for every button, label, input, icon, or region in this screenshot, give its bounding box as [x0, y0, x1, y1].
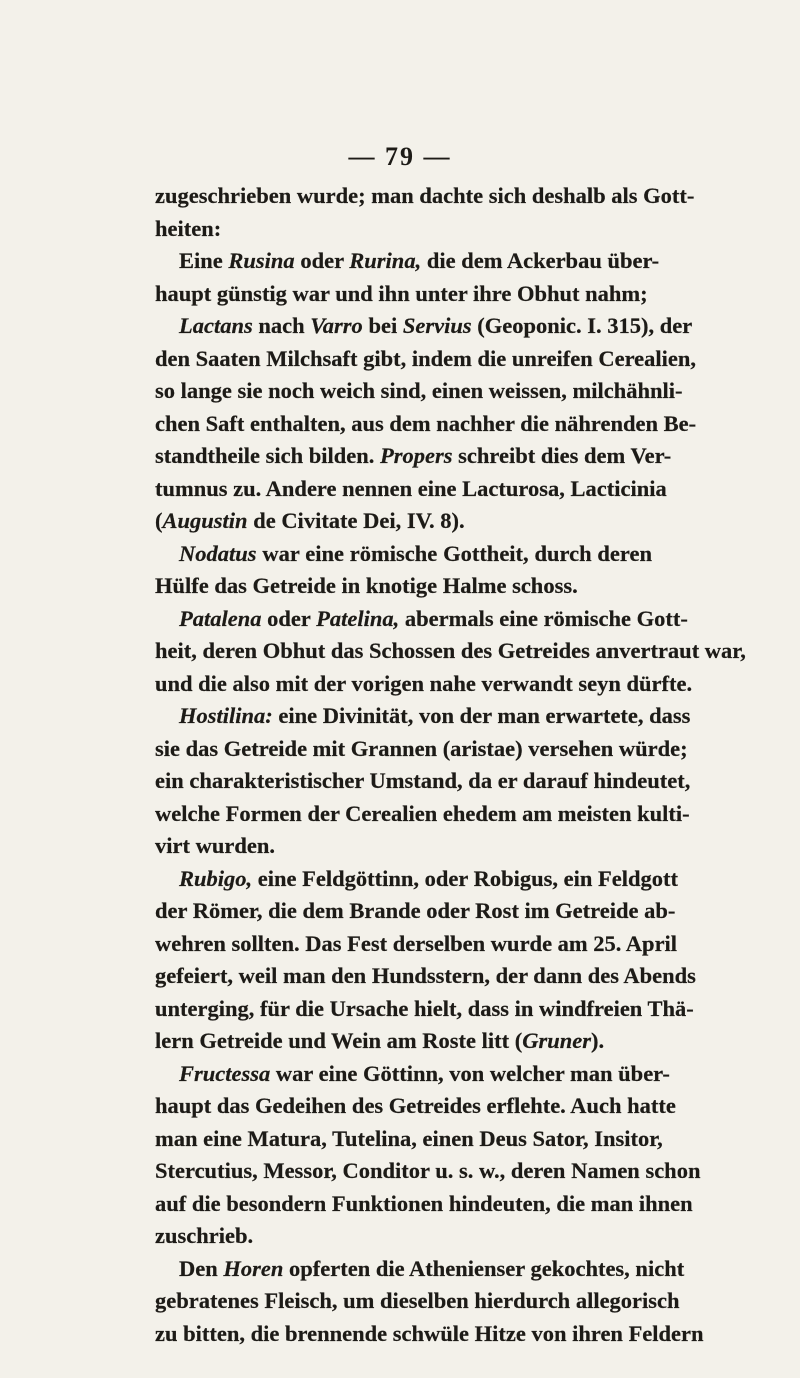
- text-run: schreibt dies dem Ver-: [452, 443, 672, 468]
- text-run: eine Divinität, von der man erwartete, dass: [272, 703, 691, 728]
- text-line: [155, 505, 652, 538]
- text-line: Hülfe das Getreide in knotige Halme schoss.: [155, 573, 578, 598]
- italic-name: Patelina,: [316, 605, 400, 631]
- italic-name: Servius: [402, 313, 472, 338]
- text-run: Den: [179, 1255, 224, 1281]
- text-run: war eine Göttinn, von welcher man über-: [270, 1060, 670, 1086]
- text-line: [155, 603, 688, 636]
- text-line: auf die besondern Funktionen hindeuten, die man ihnen: [155, 1190, 693, 1216]
- text-run: lern Getreide und Wein am Roste litt (: [155, 1028, 523, 1053]
- italic-name: Fructessa: [179, 1060, 271, 1086]
- text-run: Eine: [179, 248, 229, 273]
- text-line: tumnus zu. Andere nennen eine Lacturosa, Lacticinia: [155, 475, 667, 501]
- text-line: so lange sie noch weich sind, einen weissen, milchähnli-: [155, 378, 683, 403]
- text-run: war eine römische Gottheit, durch deren: [256, 540, 652, 566]
- page-number: — 79 —: [348, 142, 452, 171]
- text-line: und die also mit der vorigen nahe verwandt seyn dürfte.: [155, 670, 693, 696]
- text-line: [155, 310, 693, 343]
- text-line: haupt das Gedeihen des Getreides erflehte. Auch hatte: [155, 1093, 676, 1118]
- text-line: der Römer, die dem Brande oder Rost im Getreide ab-: [155, 898, 676, 923]
- text-run: die dem Ackerbau über-: [421, 248, 660, 273]
- text-line: man eine Matura, Tutelina, einen Deus Sator, Insitor,: [155, 1125, 663, 1151]
- text-run: ).: [591, 1028, 605, 1053]
- text-line: [155, 1058, 670, 1091]
- text-line: welche Formen der Cerealien ehedem am meisten kulti-: [155, 800, 690, 826]
- italic-name: Hostilina:: [179, 703, 273, 728]
- italic-name: Augustin: [162, 508, 248, 533]
- italic-name: Rurina,: [349, 248, 422, 273]
- text-line: [155, 1253, 685, 1286]
- text-line: [155, 863, 678, 896]
- text-line: virt wurden.: [155, 833, 275, 858]
- text-line: unterging, für die Ursache hielt, dass in windfreien Thä-: [155, 995, 694, 1021]
- italic-name: Lactans: [179, 313, 253, 338]
- text-line: ein charakteristischer Umstand, da er darauf hindeutet,: [155, 768, 691, 793]
- text-run: nach: [252, 313, 311, 338]
- italic-name: Horen: [223, 1255, 284, 1281]
- text-line: [155, 1025, 652, 1058]
- text-line: heit, deren Obhut das Schossen des Getreides anvertraut war,: [155, 638, 746, 663]
- text-line: [155, 700, 691, 733]
- italic-name: Rusina: [228, 248, 295, 273]
- text-line: den Saaten Milchsaft gibt, indem die unreifen Cerealien,: [155, 345, 697, 371]
- italic-name: Gruner: [522, 1028, 592, 1053]
- text-run: bei: [362, 313, 403, 338]
- italic-name: Nodatus: [179, 540, 257, 566]
- text-line: gebratenes Fleisch, um dieselben hierdurch allegorisch: [155, 1288, 680, 1313]
- italic-name: Patalena: [179, 605, 262, 631]
- text-line: [155, 440, 672, 473]
- text-line: chen Saft enthalten, aus dem nachher die nährenden Be-: [155, 410, 697, 436]
- text-run: oder: [261, 605, 317, 631]
- body-text: [155, 180, 746, 1350]
- text-line: zu bitten, die brennende schwüle Hitze von ihren Feldern: [155, 1320, 704, 1346]
- text-line: sie das Getreide mit Grannen (aristae) versehen würde;: [155, 735, 688, 761]
- text-line: heiten:: [155, 215, 222, 241]
- text-run: abermals eine römische Gott-: [399, 605, 688, 631]
- italic-name: Rubigo,: [179, 865, 253, 891]
- text-run: oder: [294, 248, 350, 273]
- text-line: [155, 538, 652, 571]
- text-run: de Civitate Dei, IV. 8).: [247, 508, 465, 533]
- text-run: (: [155, 508, 163, 533]
- text-run: (Geoponic. I. 315), der: [471, 313, 693, 338]
- text-line: zuschrieb.: [155, 1223, 254, 1248]
- text-run: opferten die Athenienser gekochtes, nicht: [283, 1255, 685, 1281]
- text-line: haupt günstig war und ihn unter ihre Obhut nahm;: [155, 280, 648, 306]
- text-run: standtheile sich bilden.: [155, 443, 381, 468]
- italic-name: Propers: [380, 443, 453, 468]
- text-line: wehren sollten. Das Fest derselben wurde am 25. April: [155, 930, 678, 956]
- text-line: zugeschrieben wurde; man dachte sich deshalb als Gott-: [155, 183, 695, 208]
- text-line: Stercutius, Messor, Conditor u. s. w., deren Namen schon: [155, 1158, 701, 1183]
- text-line: [155, 245, 660, 278]
- text-run: eine Feldgöttinn, oder Robigus, ein Feldgott: [252, 865, 678, 891]
- text-line: gefeiert, weil man den Hundsstern, der dann des Abends: [155, 963, 696, 988]
- italic-name: Varro: [310, 313, 363, 338]
